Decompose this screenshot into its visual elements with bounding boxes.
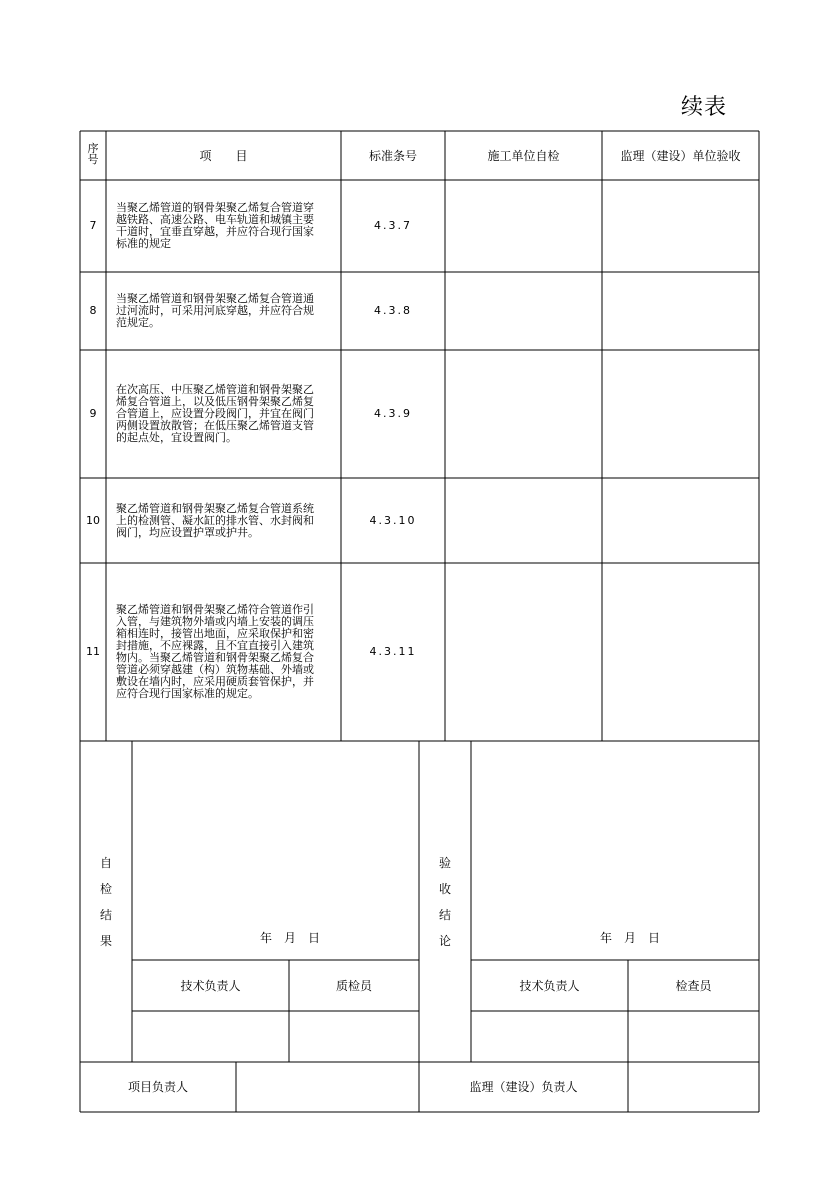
row-11-number: 11 xyxy=(86,645,100,658)
acceptance-conclusion-label: 验收结论 xyxy=(438,856,451,948)
row-7-number: 7 xyxy=(89,219,97,232)
row-10-text: 聚乙烯管道和钢骨架聚乙烯复合管道系统上的检测管、凝水缸的排水管、水封阀和阀门，均应设置护罩或护井。 xyxy=(116,501,314,539)
tech-lead-left-label: 技术负责人 xyxy=(180,978,241,993)
header-item: 项 目 xyxy=(199,148,248,163)
row-10-standard: 4.3.10 xyxy=(369,513,417,527)
self-check-date: 年 月 日 xyxy=(259,931,320,945)
quality-inspector-label: 质检员 xyxy=(335,978,372,993)
row-11-standard: 4.3.11 xyxy=(369,645,417,658)
header-supervision: 监理（建设）单位验收 xyxy=(620,148,741,163)
self-check-result-label: 自检结果 xyxy=(99,856,112,948)
page-title: 续表 xyxy=(681,95,728,120)
row-8-number: 8 xyxy=(89,304,97,317)
header-standard: 标准条号 xyxy=(368,148,417,163)
row-8-standard: 4.3.8 xyxy=(374,304,412,317)
row-9-text: 在次高压、中压聚乙烯管道和钢骨架聚乙烯复合管道上，以及低压钢骨架聚乙烯复合管道上，应设置分段阀门，并宜在阀门两侧设置放散管；在低压聚乙烯管道支管的起点处，宜设置阀门。 xyxy=(116,383,314,444)
project-manager-label: 项目负责人 xyxy=(127,1080,188,1094)
row-7-text: 当聚乙烯管道的钢骨架聚乙烯复合管道穿越铁路、高速公路、电车轨道和城镇主要干道时，宜垂直穿越，并应符合现行国家标准的规定 xyxy=(116,201,314,250)
row-7-standard: 4.3.7 xyxy=(374,219,412,232)
row-9-standard: 4.3.9 xyxy=(374,407,412,420)
header-self-check: 施工单位自检 xyxy=(487,148,560,163)
row-8-text: 当聚乙烯管道和钢骨架聚乙烯复合管道通过河流时，可采用河底穿越，并应符合规范规定。 xyxy=(116,292,314,329)
inspector-label: 检查员 xyxy=(675,978,712,993)
acceptance-date: 年 月 日 xyxy=(599,931,660,945)
tech-lead-right-label: 技术负责人 xyxy=(519,978,580,993)
row-9-number: 9 xyxy=(89,407,97,420)
supervisor-manager-label: 监理（建设）负责人 xyxy=(469,1080,578,1094)
row-10-number: 10 xyxy=(86,513,100,527)
header-seq: 序号 xyxy=(87,142,99,166)
row-11-text: 聚乙烯管道和钢骨架聚乙烯符合管道作引入管，与建筑物外墙或内墙上安装的调压箱相连时，接管出地面，应采取保护和密封措施，不应裸露，且不宜直接引入建筑物内。当聚乙烯管道和钢骨架聚乙烯复合管道必须穿越建（构）筑物基础、外墙或敷设在墙内时，应采用硬质套管保护，并应符合现行国家标准的规定。 xyxy=(116,603,314,700)
